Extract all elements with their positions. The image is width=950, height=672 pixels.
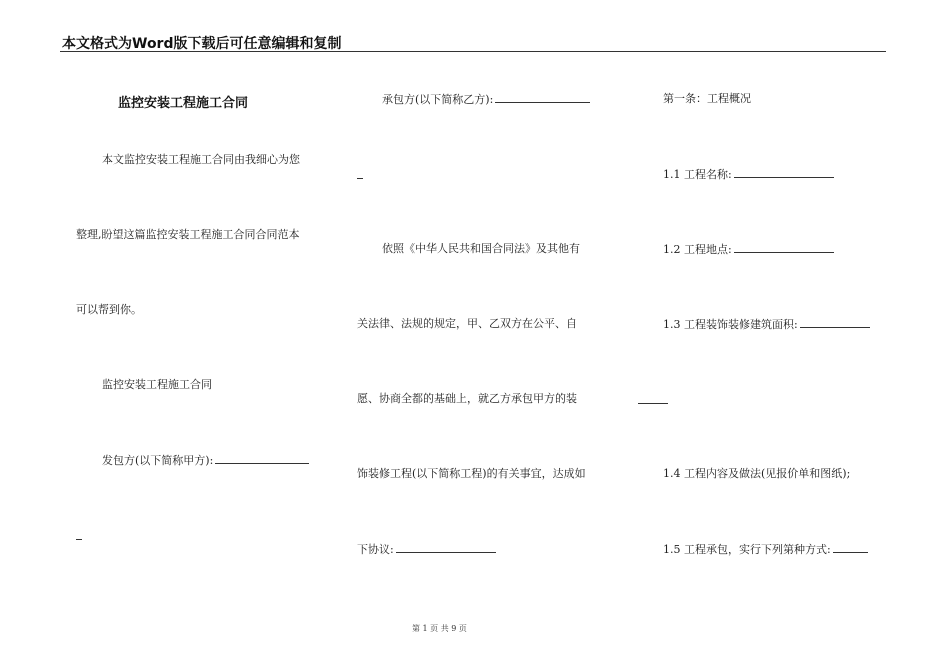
party-b-continuation-blank [357, 178, 363, 179]
party-a-field [102, 453, 309, 468]
basis-line-4: 饰装修工程(以下简称工程)的有关事宜，达成如 [357, 467, 586, 480]
item-1-4: 1.4 工程内容及做法(见报价单和图纸); [663, 467, 851, 480]
basis-line-1: 依照《中华人民共和国合同法》及其他有 [382, 242, 580, 255]
basis-line-5: 下协议: [357, 543, 394, 556]
project-location-blank [734, 242, 834, 253]
party-b-label: 承包方(以下简称乙方): [382, 93, 494, 106]
basis-line-2: 关法律、法规的规定，甲、乙双方在公平、自 [357, 317, 577, 330]
agreement-blank [396, 542, 496, 553]
party-a-blank [215, 453, 309, 464]
project-name-blank [734, 167, 834, 178]
party-b-blank [495, 92, 590, 103]
document-title: 监控安装工程施工合同 [118, 96, 249, 111]
party-a-label: 发包方(以下简称甲方): [102, 454, 214, 467]
party-a-continuation-blank [76, 539, 82, 540]
building-area-continuation-blank [638, 403, 668, 404]
basis-line-5-field [357, 542, 496, 557]
item-1-1-field [663, 167, 834, 182]
building-area-blank [800, 317, 870, 328]
intro-line-2: 整理,盼望这篇监控安装工程施工合同合同范本 [76, 228, 300, 241]
item-1-2-field [663, 242, 834, 257]
page-number: 第 1 页 共 9 页 [412, 624, 467, 633]
intro-line-3: 可以帮到你。 [76, 303, 142, 316]
item-1-3-label: 1.3 工程装饰装修建筑面积: [663, 318, 798, 331]
contract-heading: 监控安装工程施工合同 [102, 378, 212, 391]
basis-line-3: 愿、协商全都的基础上，就乙方承包甲方的装 [357, 392, 577, 405]
party-b-field [382, 92, 590, 107]
item-1-5-label: 1.5 工程承包，实行下列第种方式: [663, 543, 831, 556]
item-1-5-field [663, 542, 868, 557]
document-header: 本文格式为Word版下载后可任意编辑和复制 [62, 36, 342, 52]
item-1-1-label: 1.1 工程名称: [663, 168, 732, 181]
item-1-2-label: 1.2 工程地点: [663, 243, 732, 256]
header-divider [60, 51, 886, 52]
article-1-heading: 第一条：工程概况 [663, 92, 751, 105]
item-1-3-field [663, 317, 870, 332]
contract-method-blank [833, 542, 868, 553]
intro-line-1: 本文监控安装工程施工合同由我细心为您 [102, 153, 300, 166]
